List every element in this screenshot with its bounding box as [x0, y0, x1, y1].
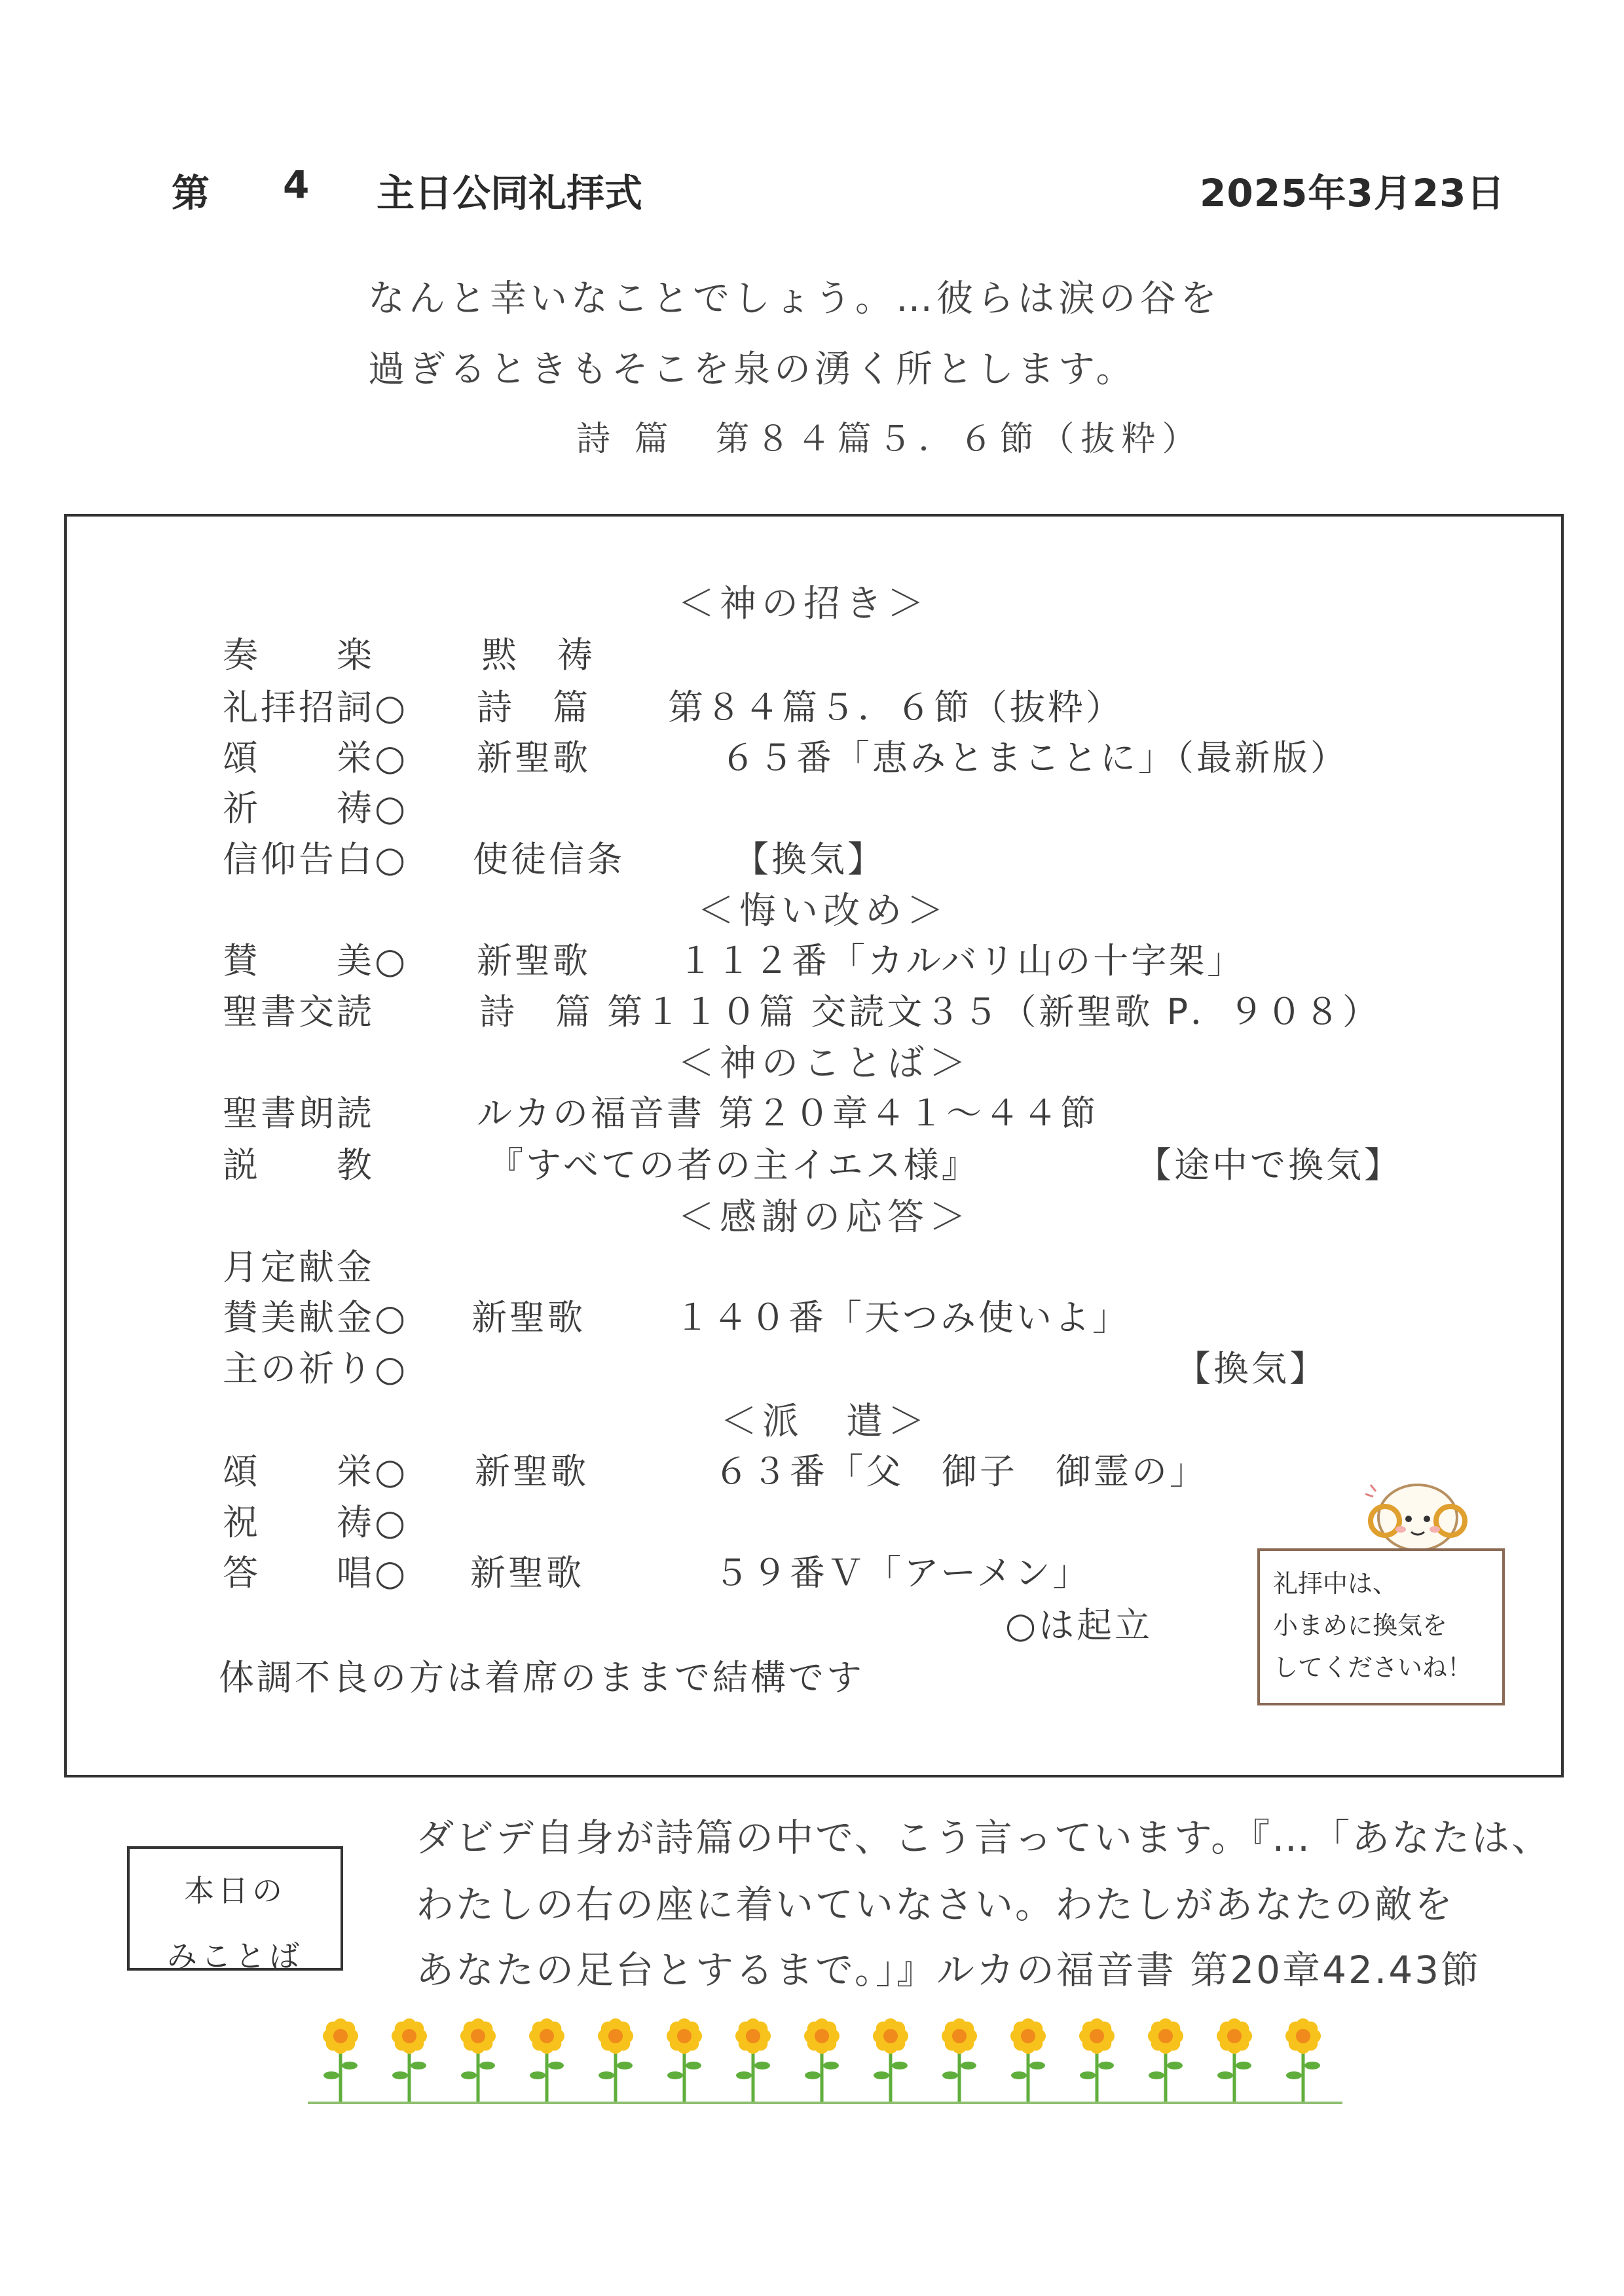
order-detail: 『すべての者の主イエス様』	[488, 1144, 980, 1186]
section-heading: ＜神のことば＞	[678, 1042, 971, 1085]
call-verse-reference: 詩 篇 第８４篇５．６節（抜粋）	[576, 420, 1203, 459]
flower-icon	[1079, 2018, 1115, 2102]
order-extra: ６５番「恵みとまことに」（最新版）	[720, 737, 1348, 778]
todays-word-line-3: あなたの足台とするまで。」』ルカの福音書 第20章42.43節	[416, 1948, 1481, 1992]
order-label: 祝 祷○	[223, 1502, 409, 1543]
ventilation-note-box	[1257, 1548, 1505, 1705]
todays-word-label-line: 本日の	[184, 1873, 286, 1908]
order-label: 聖書朗読	[223, 1093, 375, 1134]
sheep-mascot-icon	[1352, 1472, 1483, 1557]
order-extra: 第８４篇５．６節（抜粋）	[668, 687, 1124, 728]
order-extra: 【換気】	[733, 839, 885, 880]
order-extra: ６３番「父 御子 御霊の」	[714, 1451, 1208, 1492]
call-verse-line-1: なんと幸いなことでしょう。…彼らは涙の谷を	[368, 278, 1221, 320]
flower-icon	[598, 2018, 633, 2102]
ventilation-note-line: 礼拝中は、	[1273, 1569, 1398, 1598]
order-detail: ルカの福音書 第２０章４１～４４節	[477, 1093, 1099, 1134]
ventilation-note-line: 小まめに換気を	[1273, 1611, 1448, 1640]
order-detail: 詩 篇 第１１０篇 交読文３５（新聖歌 P．９０８）	[479, 991, 1381, 1032]
order-detail: 新聖歌	[477, 737, 591, 778]
flower-icon	[1285, 2018, 1321, 2102]
ventilation-note-line: してくださいね！	[1273, 1653, 1473, 1682]
order-label: 答 唱○	[223, 1552, 409, 1594]
order-label: 月定献金	[223, 1247, 375, 1288]
flower-icon	[1148, 2018, 1183, 2102]
order-detail: 黙 祷	[481, 634, 595, 676]
flower-icon	[873, 2018, 908, 2102]
order-extra: ５９番Ｖ「アーメン」	[714, 1552, 1091, 1594]
flower-icon	[667, 2018, 702, 2102]
order-label: 礼拝招詞○	[223, 687, 409, 728]
flower-icon	[529, 2018, 564, 2102]
order-extra: 【換気】	[1175, 1348, 1327, 1389]
order-extra: １１２番「カルバリ山の十字架」	[678, 940, 1246, 981]
health-note: 体調不良の方は着席のままで結構です	[219, 1657, 864, 1698]
standing-note: ○は起立	[1005, 1605, 1153, 1646]
flower-icon	[735, 2018, 771, 2102]
flower-icon	[323, 2018, 358, 2102]
order-detail: 詩 篇	[477, 687, 591, 728]
order-label: 信仰告白○	[223, 839, 409, 880]
order-detail: 新聖歌	[470, 1552, 584, 1594]
todays-word-line-1: ダビデ自身が詩篇の中で、こう言っています。『…「あなたは、	[416, 1815, 1552, 1860]
flower-border	[308, 2003, 1342, 2115]
service-number-label: 第	[172, 171, 210, 215]
order-detail: 新聖歌	[477, 940, 591, 981]
order-extra: １４０番「天つみ使いよ」	[674, 1297, 1130, 1338]
order-extra: 【途中で換気】	[1136, 1144, 1402, 1186]
todays-word-label-line: みことば	[167, 1939, 303, 1974]
flower-icon	[460, 2018, 496, 2102]
section-heading: ＜派 遣＞	[720, 1400, 930, 1443]
order-label: 頌 栄○	[223, 737, 409, 778]
order-label: 奏 楽	[223, 634, 375, 676]
order-label: 頌 栄○	[223, 1451, 409, 1492]
flower-icon	[392, 2018, 427, 2102]
order-detail: 使徒信条	[473, 839, 625, 880]
order-label: 主の祈り○	[223, 1348, 409, 1389]
order-label: 聖書交読	[223, 991, 375, 1032]
todays-word-line-2: わたしの右の座に着いていなさい。わたしがあなたの敵を	[416, 1882, 1455, 1927]
order-label: 賛 美○	[223, 940, 409, 981]
order-label: 祈 祷○	[223, 788, 409, 829]
service-date: 2025年3月23日	[1200, 171, 1505, 215]
section-heading: ＜神の招き＞	[678, 583, 929, 625]
order-detail: 新聖歌	[471, 1297, 585, 1338]
service-number: 4	[283, 162, 310, 207]
flower-icon	[942, 2018, 977, 2102]
section-heading: ＜感謝の応答＞	[678, 1196, 971, 1239]
call-verse-line-2: 過ぎるときもそこを泉の湧く所とします。	[368, 348, 1137, 391]
order-label: 説 教	[223, 1144, 375, 1186]
todays-word-label-box	[127, 1846, 343, 1974]
order-detail: 新聖歌	[475, 1451, 589, 1492]
section-heading: ＜悔い改め＞	[697, 890, 949, 932]
page-title: 主日公同礼拝式	[377, 171, 643, 215]
order-label: 賛美献金○	[223, 1297, 409, 1338]
flower-icon	[1217, 2018, 1252, 2102]
flower-icon	[804, 2018, 840, 2102]
flower-icon	[1010, 2018, 1046, 2102]
